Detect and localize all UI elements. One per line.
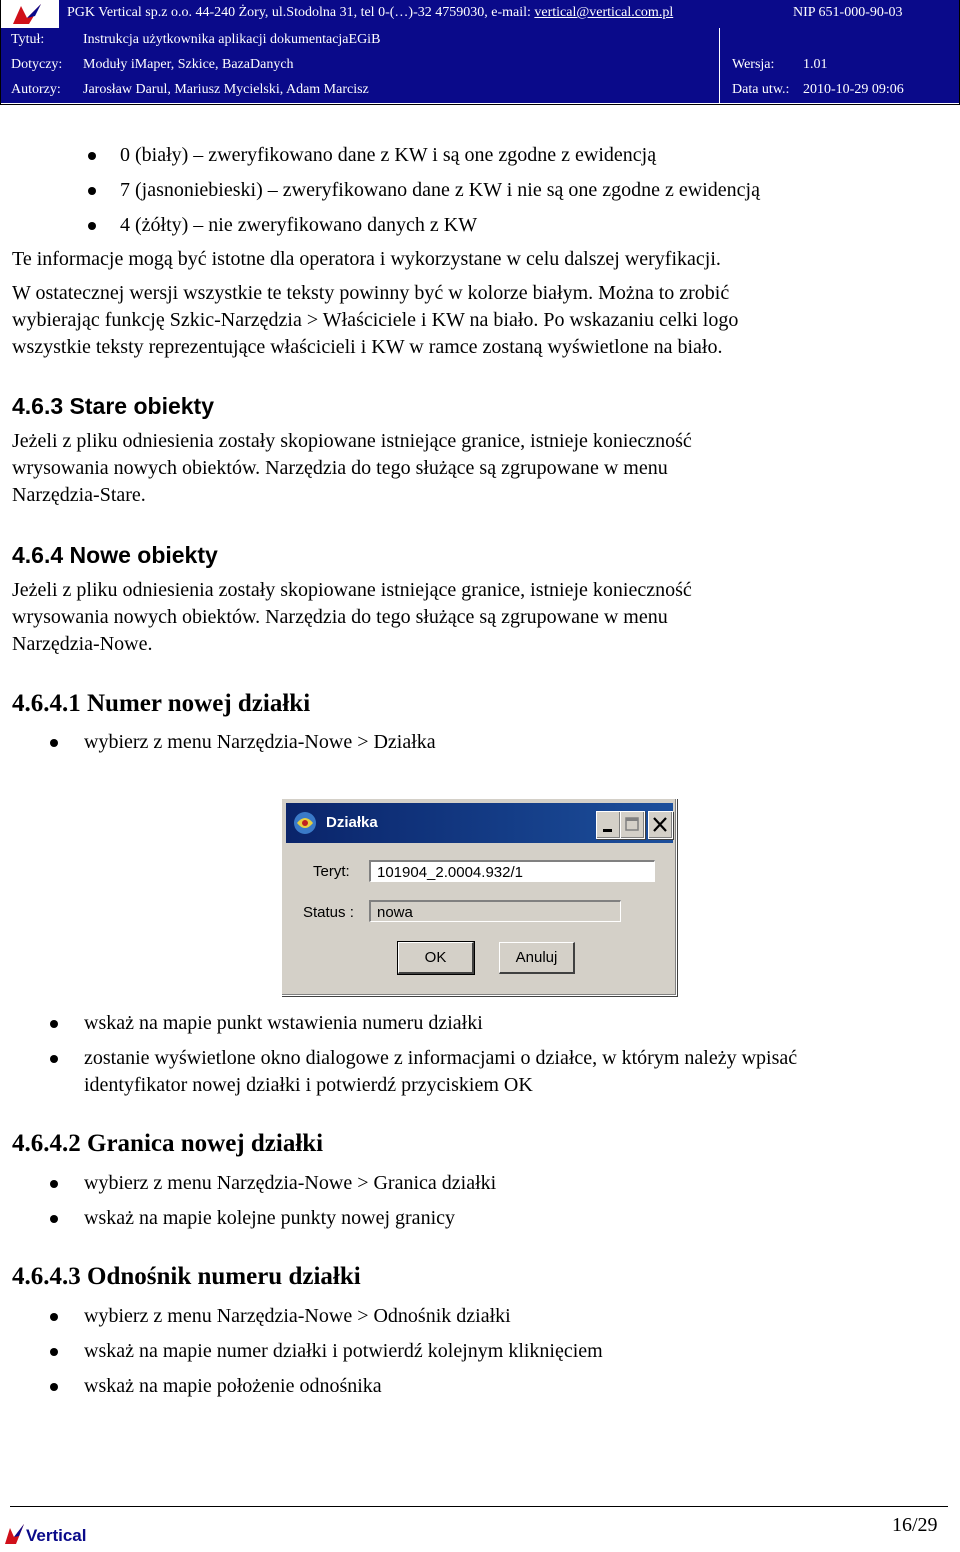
dialog-title-bar[interactable] xyxy=(286,803,673,843)
list-item: zostanie wyświetlone okno dialogowe z informacjami o działce, w którym należy wpisać xyxy=(84,1047,798,1069)
minimize-icon xyxy=(597,812,620,838)
minimize-button[interactable] xyxy=(596,811,621,839)
section-heading-4642: 4.6.4.2 Granica nowej działki xyxy=(12,1130,324,1157)
bullet-icon xyxy=(50,1313,58,1321)
header-top-bar xyxy=(1,0,959,28)
status-field: nowa xyxy=(369,900,621,922)
company-logo xyxy=(1,0,59,28)
paragraph-line: Narzędzia-Stare. xyxy=(12,484,146,506)
bullet-icon xyxy=(50,1055,58,1063)
section-heading-4641: 4.6.4.1 Numer nowej działki xyxy=(12,690,311,717)
list-item: wskaż na mapie położenie odnośnika xyxy=(84,1375,382,1397)
footer-rule xyxy=(10,1506,948,1507)
dzialka-dialog xyxy=(281,798,677,996)
header-divider xyxy=(719,28,720,104)
list-item: 4 (żółty) – nie zweryfikowano danych z KW xyxy=(120,214,478,236)
list-item: wybierz z menu Narzędzia-Nowe > Działka xyxy=(84,731,436,753)
paragraph-line: W ostatecznej wersji wszystkie te teksty powinny być w kolorze białym. Można to zrobić xyxy=(12,282,730,304)
paragraph-line: Narzędzia-Nowe. xyxy=(12,633,153,655)
list-item: wskaż na mapie kolejne punkty nowej granicy xyxy=(84,1207,455,1229)
status-label: Status : xyxy=(303,904,354,921)
header-row-subject: Dotyczy: Moduły iMaper, Szkice, BazaDanych Wersja: 1.01 xyxy=(1,53,959,78)
footer-brand: Vertical xyxy=(26,1526,87,1545)
cancel-button[interactable]: Anuluj xyxy=(499,942,575,974)
list-item: wybierz z menu Narzędzia-Nowe > Granica działki xyxy=(84,1172,497,1194)
paragraph-line: Jeżeli z pliku odniesienia zostały skopiowane istniejące granice, istnieje konieczność xyxy=(12,579,692,601)
bullet-icon xyxy=(50,1383,58,1391)
list-item: 7 (jasnoniebieski) – zweryfikowano dane z KW i nie są one zgodne z ewidencją xyxy=(120,179,760,201)
bullet-icon xyxy=(50,1180,58,1188)
teryt-label: Teryt: xyxy=(313,863,350,880)
paragraph-line: wrysowania nowych obiektów. Narzędzia do tego służące są zgrupowane w menu xyxy=(12,606,668,628)
bullet-icon xyxy=(88,152,96,160)
list-item-continuation: identyfikator nowej działki i potwierdź przyciskiem OK xyxy=(84,1074,533,1096)
bullet-icon xyxy=(88,187,96,195)
document-header xyxy=(0,0,960,105)
paragraph-line: wszystkie teksty reprezentujące właścicieli i KW w ramce zostaną wyświetlone na biało. xyxy=(12,336,723,358)
app-icon xyxy=(292,811,318,835)
company-nip: NIP 651-000-90-03 xyxy=(793,5,903,20)
paragraph-line: Jeżeli z pliku odniesienia zostały skopiowane istniejące granice, istnieje konieczność xyxy=(12,430,692,452)
section-heading-463: 4.6.3 Stare obiekty xyxy=(12,393,214,419)
paragraph-line: wrysowania nowych obiektów. Narzędzia do tego służące są zgrupowane w menu xyxy=(12,457,668,479)
list-item: 0 (biały) – zweryfikowano dane z KW i są one zgodne z ewidencją xyxy=(120,144,657,166)
page-number: 16/29 xyxy=(892,1514,938,1536)
bullet-icon xyxy=(88,222,96,230)
email-link[interactable]: vertical@vertical.com.pl xyxy=(534,5,674,20)
list-item: wybierz z menu Narzędzia-Nowe > Odnośnik działki xyxy=(84,1305,511,1327)
header-row-title: Tytuł: Instrukcja użytkownika aplikacji dokumentacjaEGiB xyxy=(1,28,959,53)
bullet-icon xyxy=(50,1348,58,1356)
section-heading-464: 4.6.4 Nowe obiekty xyxy=(12,542,218,568)
company-address: PGK Vertical sp.z o.o. 44-240 Żory, ul.Stodolna 31, tel 0-(…)-32 4759030, e-mail: vertical@vertical.com.pl xyxy=(67,5,674,20)
paragraph: Te informacje mogą być istotne dla operatora i wykorzystane w celu dalszej weryfikacji. xyxy=(12,248,721,270)
teryt-input[interactable]: 101904_2.0004.932/1 xyxy=(369,860,655,882)
maximize-button[interactable] xyxy=(620,811,645,839)
ok-button[interactable]: OK xyxy=(398,942,474,974)
list-item: wskaż na mapie punkt wstawienia numeru działki xyxy=(84,1012,483,1034)
close-button[interactable] xyxy=(648,811,673,839)
footer-logo-icon xyxy=(4,1522,26,1546)
bullet-icon xyxy=(50,1020,58,1028)
paragraph-line: wybierając funkcję Szkic-Narzędzia > Właściciele i KW na biało. Po wskazaniu celki logo xyxy=(12,309,739,331)
section-heading-4643: 4.6.4.3 Odnośnik numeru działki xyxy=(12,1263,361,1290)
header-row-authors: Autorzy: Jarosław Darul, Mariusz Mycielski, Adam Marcisz Data utw.: 2010-10-29 09:06 xyxy=(1,78,959,103)
dialog-title: Działka xyxy=(326,814,378,831)
close-icon xyxy=(649,812,672,838)
list-item: wskaż na mapie numer działki i potwierdź kolejnym kliknięciem xyxy=(84,1340,603,1362)
bullet-icon xyxy=(50,1215,58,1223)
bullet-icon xyxy=(50,739,58,747)
vertical-logo-icon xyxy=(11,2,49,26)
maximize-icon xyxy=(621,812,644,838)
